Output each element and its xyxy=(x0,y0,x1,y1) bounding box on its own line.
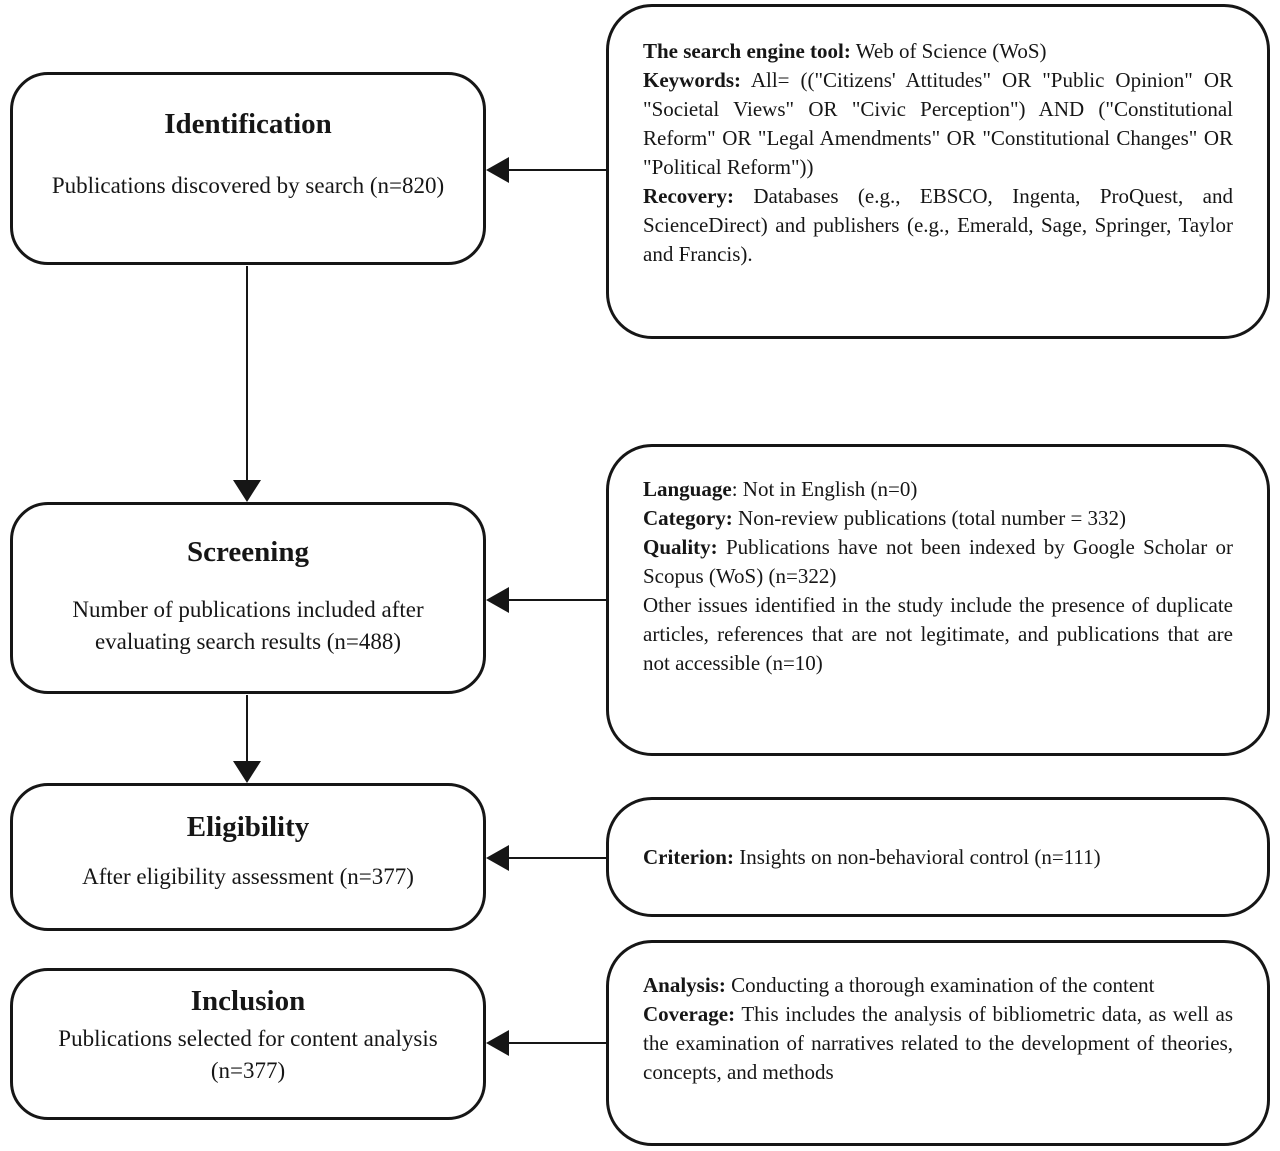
arrowhead-down-icon xyxy=(233,480,261,502)
arrowhead-left-icon xyxy=(486,1030,509,1056)
note-segment-text: This includes the analysis of bibliometric data, as well as the examination of narratives related to the development of theories, concepts, and methods xyxy=(643,1002,1233,1084)
note-segment-label: Analysis: xyxy=(643,973,726,997)
note-segment xyxy=(643,533,1233,591)
note-segment xyxy=(643,37,1233,66)
note-segment xyxy=(643,1000,1233,1087)
note-segment xyxy=(643,843,1101,872)
note-segment-text: Conducting a thorough examination of the content xyxy=(725,973,1155,997)
arrow-line xyxy=(502,1042,606,1044)
note-segment xyxy=(643,182,1233,269)
arrowhead-left-icon xyxy=(486,157,509,183)
arrowhead-left-icon xyxy=(486,587,509,613)
arrow-note-to-screening xyxy=(486,587,606,613)
note-segment-text: Insights on non-behavioral control (n=111) xyxy=(733,844,1101,869)
note-segment-text: Non-review publications (total number = 332) xyxy=(732,506,1127,530)
stage-title-screening: Screening xyxy=(187,536,309,568)
stage-box-screening xyxy=(10,502,486,694)
arrow-line xyxy=(502,169,606,171)
note-segment-text: Web of Science (WoS) xyxy=(850,39,1047,63)
arrow-line xyxy=(502,857,606,859)
note-segment xyxy=(643,475,1233,504)
note-segment xyxy=(643,971,1233,1000)
note-segment-label: The search engine tool: xyxy=(643,39,851,63)
note-segment-text: : Not in English (n=0) xyxy=(731,477,918,501)
stage-title-identification: Identification xyxy=(164,108,332,140)
note-segment xyxy=(643,66,1233,182)
arrow-screening-to-eligibility xyxy=(233,695,261,783)
arrow-identification-to-screening xyxy=(233,266,261,502)
note-segment xyxy=(643,504,1233,533)
arrow-line xyxy=(246,266,248,490)
note-segment-label: Category: xyxy=(643,506,733,530)
note-segment-label: Coverage: xyxy=(643,1002,736,1026)
arrowhead-down-icon xyxy=(233,761,261,783)
note-segment-label: Keywords: xyxy=(643,68,741,92)
arrow-line xyxy=(246,695,248,771)
note-box-screening-criteria xyxy=(606,444,1270,756)
stage-description-screening: Number of publications included after evaluating search results (n=488) xyxy=(72,596,424,654)
stage-description-inclusion: Publications selected for content analysis (n=377) xyxy=(58,1025,438,1083)
note-segment xyxy=(643,591,1233,678)
note-box-inclusion-analysis xyxy=(606,940,1270,1146)
arrow-line xyxy=(502,599,606,601)
arrow-note-to-identification xyxy=(486,157,606,183)
note-segment-text: Publications have not been indexed by Google Scholar or Scopus (WoS) (n=322) xyxy=(643,535,1233,588)
stage-description-eligibility: After eligibility assessment (n=377) xyxy=(82,863,414,889)
note-segment-label: Quality: xyxy=(643,535,718,559)
arrowhead-left-icon xyxy=(486,845,509,871)
note-segment-label: Recovery: xyxy=(643,184,734,208)
stage-description-identification: Publications discovered by search (n=820) xyxy=(51,172,445,198)
note-segment-text: Databases (e.g., EBSCO, Ingenta, ProQuest, and ScienceDirect) and publishers (e.g., Emerald, Sage, Springer, Taylor and Francis). xyxy=(643,184,1233,266)
note-segment-label: Language xyxy=(643,477,732,501)
stage-box-inclusion xyxy=(10,968,486,1120)
arrow-note-to-eligibility xyxy=(486,845,606,871)
note-segment-text: Other issues identified in the study include the presence of duplicate articles, references that are not legitimate, and publications that are not accessible (n=10) xyxy=(643,593,1233,675)
stage-box-eligibility xyxy=(10,783,486,931)
stage-title-inclusion: Inclusion xyxy=(190,985,306,1017)
arrow-note-to-inclusion xyxy=(486,1030,606,1056)
stage-box-identification xyxy=(10,72,486,265)
note-box-eligibility-criterion xyxy=(606,797,1270,917)
note-segment-text: All= (("Citizens' Attitudes" OR "Public Opinion" OR "Societal Views" OR "Civic Perception") AND ("Constitutional Reform" OR "Legal Amendments" OR "Constitutional Changes" OR "Political Reform")) xyxy=(643,68,1233,179)
note-segment-label: Criterion: xyxy=(643,844,734,869)
stage-title-eligibility: Eligibility xyxy=(186,811,310,843)
note-box-search-strategy xyxy=(606,4,1270,339)
